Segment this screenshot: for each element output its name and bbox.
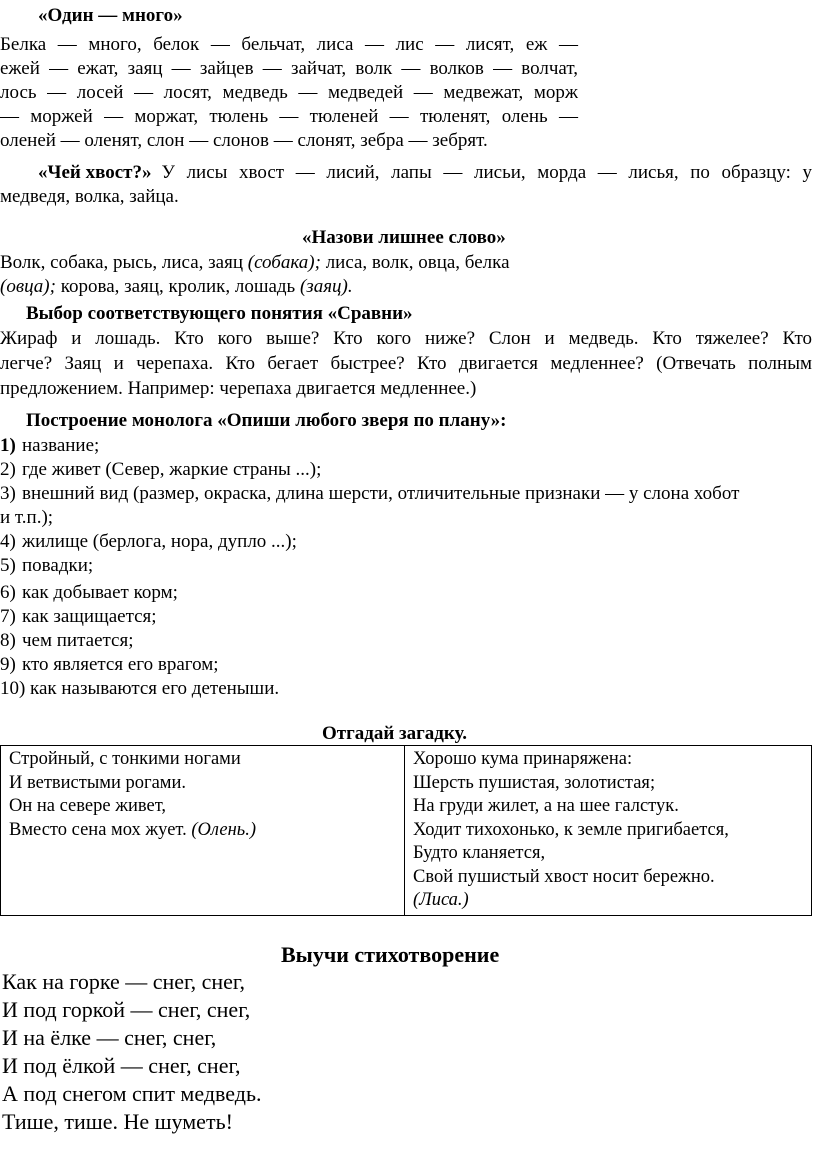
list-number: 4) (0, 531, 16, 552)
riddle-line: Ходит тихохонько, к земле пригибается, (413, 819, 729, 840)
list-text: кто является его врагом; (22, 654, 219, 675)
poem-line: Тише, тише. Не шуметь! (2, 1109, 233, 1134)
riddle-line: Он на севере живет, (9, 796, 167, 816)
riddle-cell-right (405, 746, 812, 916)
text-fragment: Волк, собака, рысь, лиса, заяц (0, 252, 248, 273)
riddle-line: Хорошо кума принаряжена: (413, 749, 633, 769)
text-line: У лисы хвост — лисий, лапы — лисьи, морда — лисья, по образцу: у (161, 162, 812, 183)
text-line: лось — лосей — лосят, медведь — медведей — медвежат, морж (0, 82, 578, 103)
section-title-whose-tail: «Чей хвост?» (38, 162, 152, 183)
list-text: жилище (берлога, нора, дупло ...); (22, 531, 297, 552)
list-number: 1) (0, 435, 16, 456)
list-text: название; (22, 435, 100, 456)
text-line (0, 251, 510, 275)
text-line: медведя, волка, зайца. (0, 186, 179, 207)
riddle-answer: (Олень.) (191, 819, 257, 840)
poem-line: И под ёлкой — снег, снег, (2, 1053, 241, 1078)
section-title-one-many: «Один — много» (38, 5, 183, 26)
riddle-line: Свой пушистый хвост носит бережно. (413, 866, 715, 887)
list-item (0, 581, 178, 605)
text-line: Жираф и лошадь. Кто кого выше? Кто кого ниже? Слон и медведь. Кто тяжелее? Кто (0, 328, 812, 349)
list-text: повадки; (22, 555, 94, 576)
list-number: 5) (0, 555, 16, 576)
list-item (0, 653, 219, 677)
answer-text: (заяц). (299, 276, 353, 297)
list-item (0, 482, 739, 506)
section-title-compare: Выбор соответствующего понятия «Сравни» (26, 303, 413, 324)
answer-text: (собака); (247, 252, 321, 273)
answer-text: (овца); (0, 276, 56, 297)
whose-tail-line (38, 161, 812, 185)
list-item-continuation (0, 506, 53, 530)
list-item (0, 677, 279, 701)
list-text: чем питается; (22, 630, 134, 651)
list-number: 6) (0, 582, 16, 603)
list-item (0, 629, 134, 653)
list-number: 2) (0, 459, 16, 480)
list-number: 7) (0, 606, 16, 627)
list-number: 8) (0, 630, 16, 651)
text-line: оленей — оленят, слон — слонов — слонят, зебра — зебрят. (0, 130, 488, 151)
poem-line: А под снегом спит медведь. (2, 1081, 262, 1106)
text-line: — моржей — моржат, тюлень — тюленей — тюленят, олень — (0, 106, 578, 127)
poem-line: И под горкой — снег, снег, (2, 997, 251, 1022)
text-line: Белка — много, белок — бельчат, лиса — лис — лисят, еж — (0, 34, 578, 55)
riddle-line: Шерсть пушистая, золотистая; (413, 772, 656, 793)
list-text: как добывает корм; (22, 582, 178, 603)
text-fragment: корова, заяц, кролик, лошадь (55, 276, 300, 297)
list-text: и т.п.); (0, 507, 54, 528)
riddle-line: Будто кланяется, (413, 843, 546, 863)
riddle-line: На груди жилет, а на шее галстук. (413, 796, 679, 816)
riddle-line: И ветвистыми рогами. (9, 772, 187, 793)
list-item (0, 530, 297, 554)
list-item (0, 434, 99, 458)
poem-line: И на ёлке — снег, снег, (2, 1025, 217, 1050)
riddle-line: Стройный, с тонкими ногами (9, 749, 241, 769)
riddle-cell-left (1, 746, 405, 916)
list-text: как называются его детеныши. (30, 678, 280, 699)
section-title-riddle: Отгадай загадку. (322, 723, 467, 744)
list-number: 10) (0, 678, 26, 699)
text-line (0, 275, 353, 299)
riddle-table (0, 745, 812, 916)
list-item (0, 458, 321, 482)
text-line: легче? Заяц и черепаха. Кто бегает быстрее? Кто двигается медленнее? (Отвечать полным (0, 353, 812, 374)
list-number: 3) (0, 483, 16, 504)
list-text: внешний вид (размер, окраска, длина шерсти, отличительные признаки — у слона хобот (22, 483, 740, 504)
list-item (0, 605, 157, 629)
riddle-text: Вместо сена мох жует. (9, 819, 192, 840)
list-item (0, 554, 93, 578)
riddle-answer: (Лиса.) (413, 890, 469, 910)
riddle-line (9, 819, 404, 843)
poem-line: Как на горке — снег, снег, (2, 969, 245, 994)
text-line: предложением. Например: черепаха двигается медленнее.) (0, 378, 477, 399)
section-title-monologue: Построение монолога «Опиши любого зверя по плану»: (26, 410, 507, 431)
list-text: как защищается; (22, 606, 157, 627)
poem-title: Выучи стихотворение (281, 942, 500, 967)
list-text: где живет (Север, жаркие страны ...); (22, 459, 322, 480)
list-number: 9) (0, 654, 16, 675)
section-title-odd-word: «Назови лишнее слово» (302, 227, 506, 248)
text-fragment: лиса, волк, овца, белка (320, 252, 510, 273)
text-line: ежей — ежат, заяц — зайцев — зайчат, волк — волков — волчат, (0, 58, 578, 79)
